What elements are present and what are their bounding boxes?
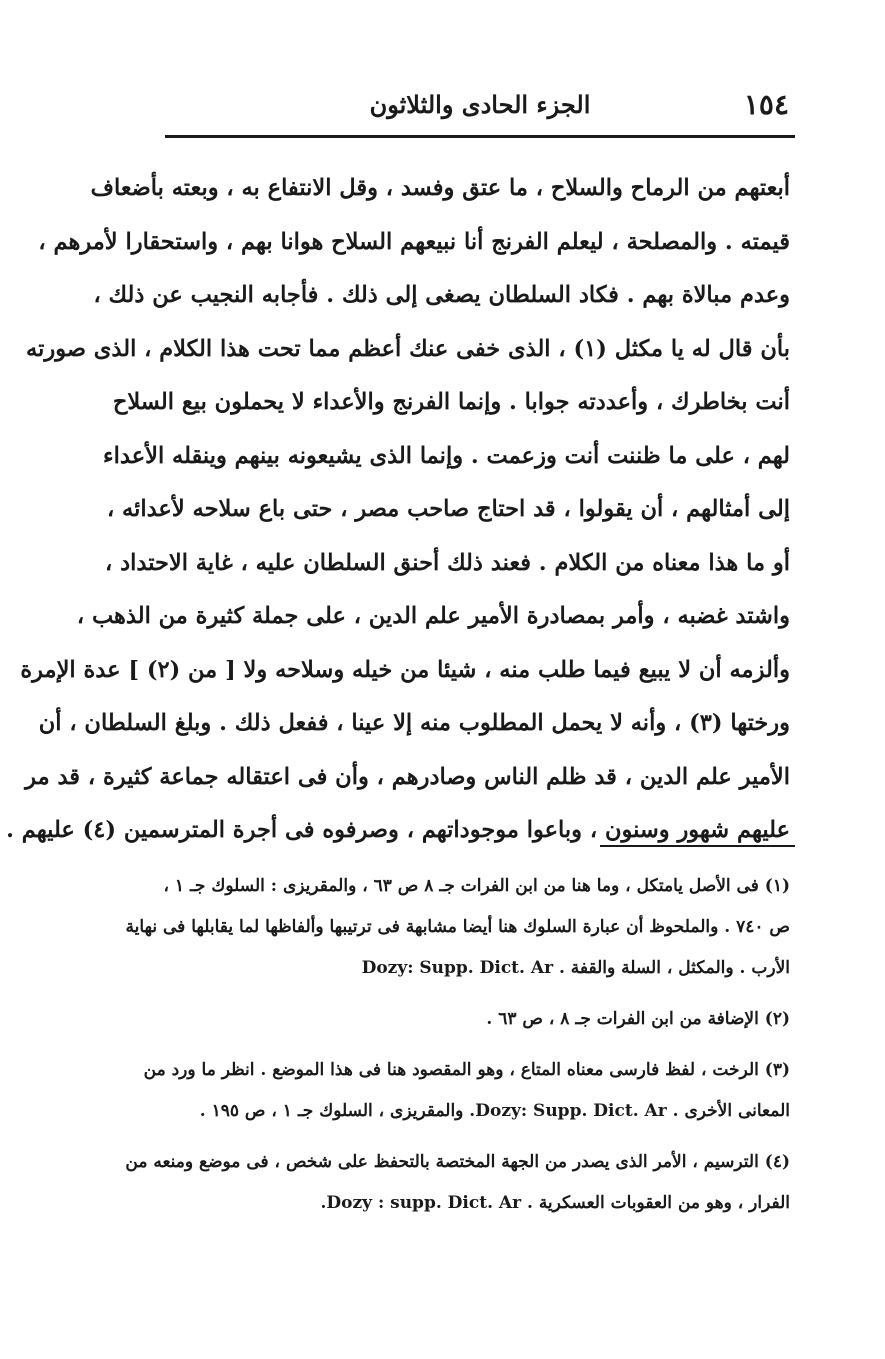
text-line: الأمير علم الدين ، قد ظلم الناس وصادرهم ، وأن فى اعتقاله جماعة كثيرة ، قد مر [25,763,790,790]
footnote-4 [125,1142,790,1224]
page-number: ١٥٤ [743,88,789,121]
running-head: الجزء الحادى والثلاثون [369,90,591,119]
footnote-line: الأرب . والمكثل ، السلة والقفة . Dozy: Supp. Dict. Ar [361,958,790,978]
text-line: بأن قال له يا مكثل (١) ، الذى خفى عنك أعظم مما تحت هذا الكلام ، الذى صورته [26,335,790,362]
footnote-separator [600,845,795,847]
text-line: أبعتهم من الرماح والسلاح ، ما عتق وفسد ، وقل الانتفاع به ، وبعته بأضعاف [90,175,790,201]
header-rule [165,135,795,138]
text-line: وعدم مبالاة بهم . فكاد السلطان يصغى إلى ذلك . فأجابه النجيب عن ذلك ، [93,282,790,308]
text-line: قيمته . والمصلحة ، ليعلم الفرنج أنا نبيعهم السلاح هوانا بهم ، واستحقارا لأمرهم ، [38,228,790,255]
footnote-3 [143,1050,790,1132]
page-header [165,82,795,132]
footnote-line: ص ٧٤٠ . والملحوظ أن عبارة السلوك هنا أيضا مشابهة فى ترتيبها وألفاظها لما يقابلها فى نهاية [125,917,790,937]
footnote-2 [170,999,790,1040]
footnotes [125,866,790,1224]
text-line: ورختها (٣) ، وأنه لا يحمل المطلوب منه إلا عينا ، ففعل ذلك . وبلغ السلطان ، أن [38,710,790,736]
footnote-line: (٤) الترسيم ، الأمر الذى يصدر من الجهة المختصة بالتحفظ على شخص ، فى موضع ومنعه من [125,1152,790,1172]
footnote-line: (٣) الرخت ، لفظ فارسى معناه المتاع ، وهو المقصود هنا فى هذا الموضع . انظر ما ورد من [143,1060,790,1080]
footnote-line: المعانى الأخرى . Dozy: Supp. Dict. Ar. والمقريزى ، السلوك جـ ١ ، ص ١٩٥ . [199,1101,790,1121]
footnote-line: الفرار ، وهو من العقوبات العسكرية . Dozy : supp. Dict. Ar. [320,1193,790,1213]
text-line: إلى أمثالهم ، أن يقولوا ، قد احتاج صاحب مصر ، حتى باع سلاحه لأعدائه ، [106,496,790,522]
footnote-line: (١) فى الأصل يامتكل ، وما هنا من ابن الفرات جـ ٨ ص ٦٣ ، والمقريزى : السلوك جـ ١ ، [163,876,790,896]
text-line: أو ما هذا معناه من الكلام . فعند ذلك أحنق السلطان عليه ، غاية الاحتداد ، [105,549,790,576]
text-line: عليهم شهور وسنون ، وباعوا موجوداتهم ، وصرفوه فى أجرة المترسمين (٤) عليهم . [6,817,790,843]
text-line: أنت بخاطرك ، وأعددته جوابا . وإنما الفرنج والأعداء لا يحملون بيع السلاح [112,389,790,415]
text-line: لهم ، على ما ظننت أنت وزعمت . وإنما الذى يشيعونه بينهم وينقله الأعداء [103,442,790,469]
text-line: واشتد غضبه ، وأمر بمصادرة الأمير علم الدين ، على جملة كثيرة من الذهب ، [76,603,790,629]
footnote-line: (٢) الإضافة من ابن الفرات جـ ٨ ، ص ٦٣ . [486,1009,790,1029]
main-text [6,162,790,858]
footnote-1 [125,866,790,989]
text-line: وألزمه أن لا يبيع فيما طلب منه ، شيئا من خيله وسلاحه ولا [ من (٢) ] عدة الإمرة [20,656,790,683]
